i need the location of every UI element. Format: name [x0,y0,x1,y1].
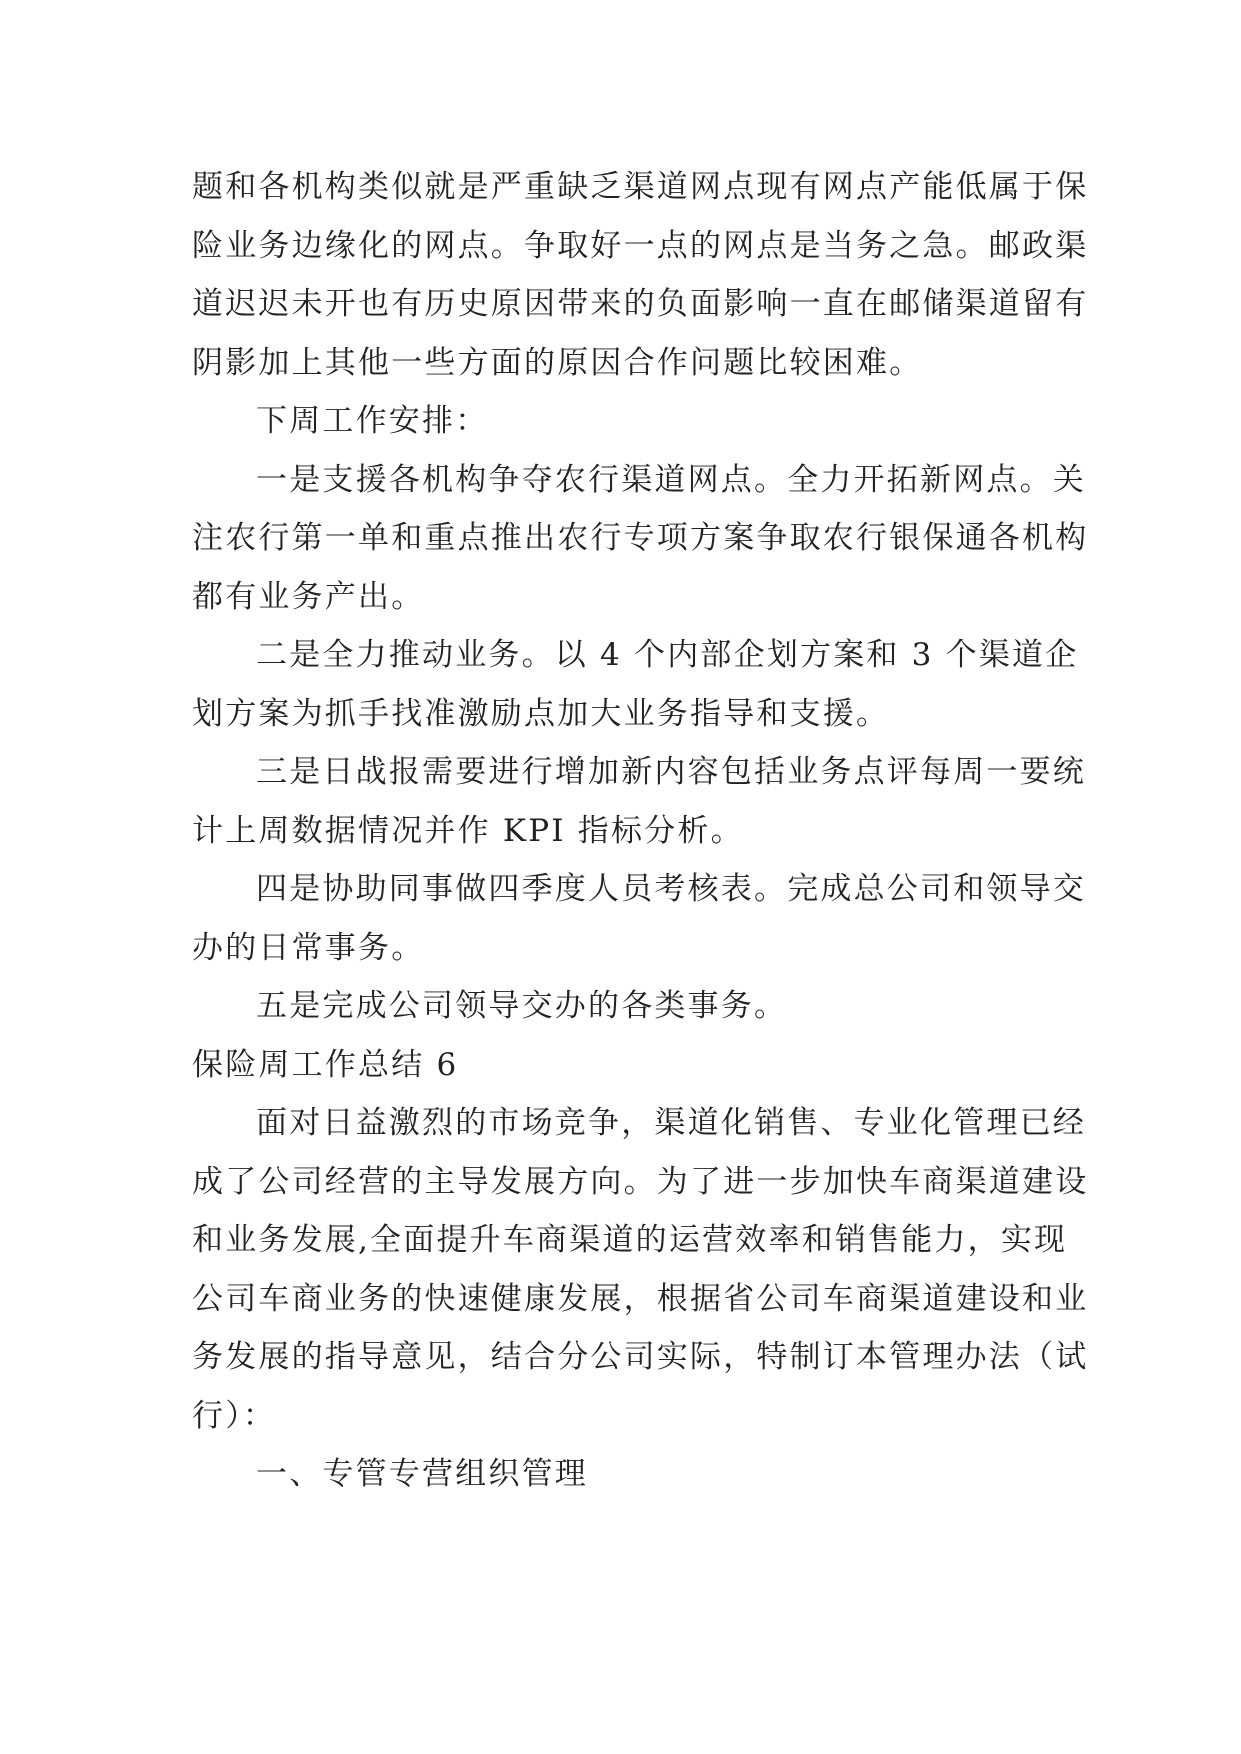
paragraph-item-2: 二是全力推动业务。以 4 个内部企划方案和 3 个渠道企划方案为抓手找准激励点加大业务指导和支援。 [192,637,1079,732]
paragraph-item-3: 三是日战报需要进行增加新内容包括业务点评每周一要统计上周数据情况并作 KPI 指标分析。 [192,754,1086,849]
paragraph-next-week-heading: 下周工作安排： [256,403,489,439]
paragraph-item-4: 四是协助同事做四季度人员考核表。完成总公司和领导交办的日常事务。 [192,871,1086,966]
paragraph-intro: 面对日益激烈的市场竞争，渠道化销售、专业化管理已经成了公司经营的主导发展方向。为了进一步加快车商渠道建设和业务发展,全面提升车商渠道的运营效率和销售能力，实现公司车商业务的快速健康发展，根据省公司车商渠道建设和业务发展的指导意见，结合分公司实际，特制订本管理办法（试行）： [192,1105,1089,1434]
section-title: 保险周工作总结 6 [192,1046,459,1083]
paragraph-1: 题和各机构类似就是严重缺乏渠道网点现有网点产能低属于保险业务边缘化的网点。争取好一点的网点是当务之急。邮政渠道迟迟未开也有历史原因带来的负面影响一直在邮储渠道留有阴影加上其他一些方面的原因合作问题比较困难。 [192,169,1089,381]
paragraph-org-heading: 一、专管专营组织管理 [256,1456,588,1492]
document-body [192,158,1092,1504]
paragraph-item-1: 一是支援各机构争夺农行渠道网点。全力开拓新网点。关注农行第一单和重点推出农行专项方案争取农行银保通各机构都有业务产出。 [192,461,1089,615]
paragraph-item-5: 五是完成公司领导交办的各类事务。 [256,988,788,1024]
